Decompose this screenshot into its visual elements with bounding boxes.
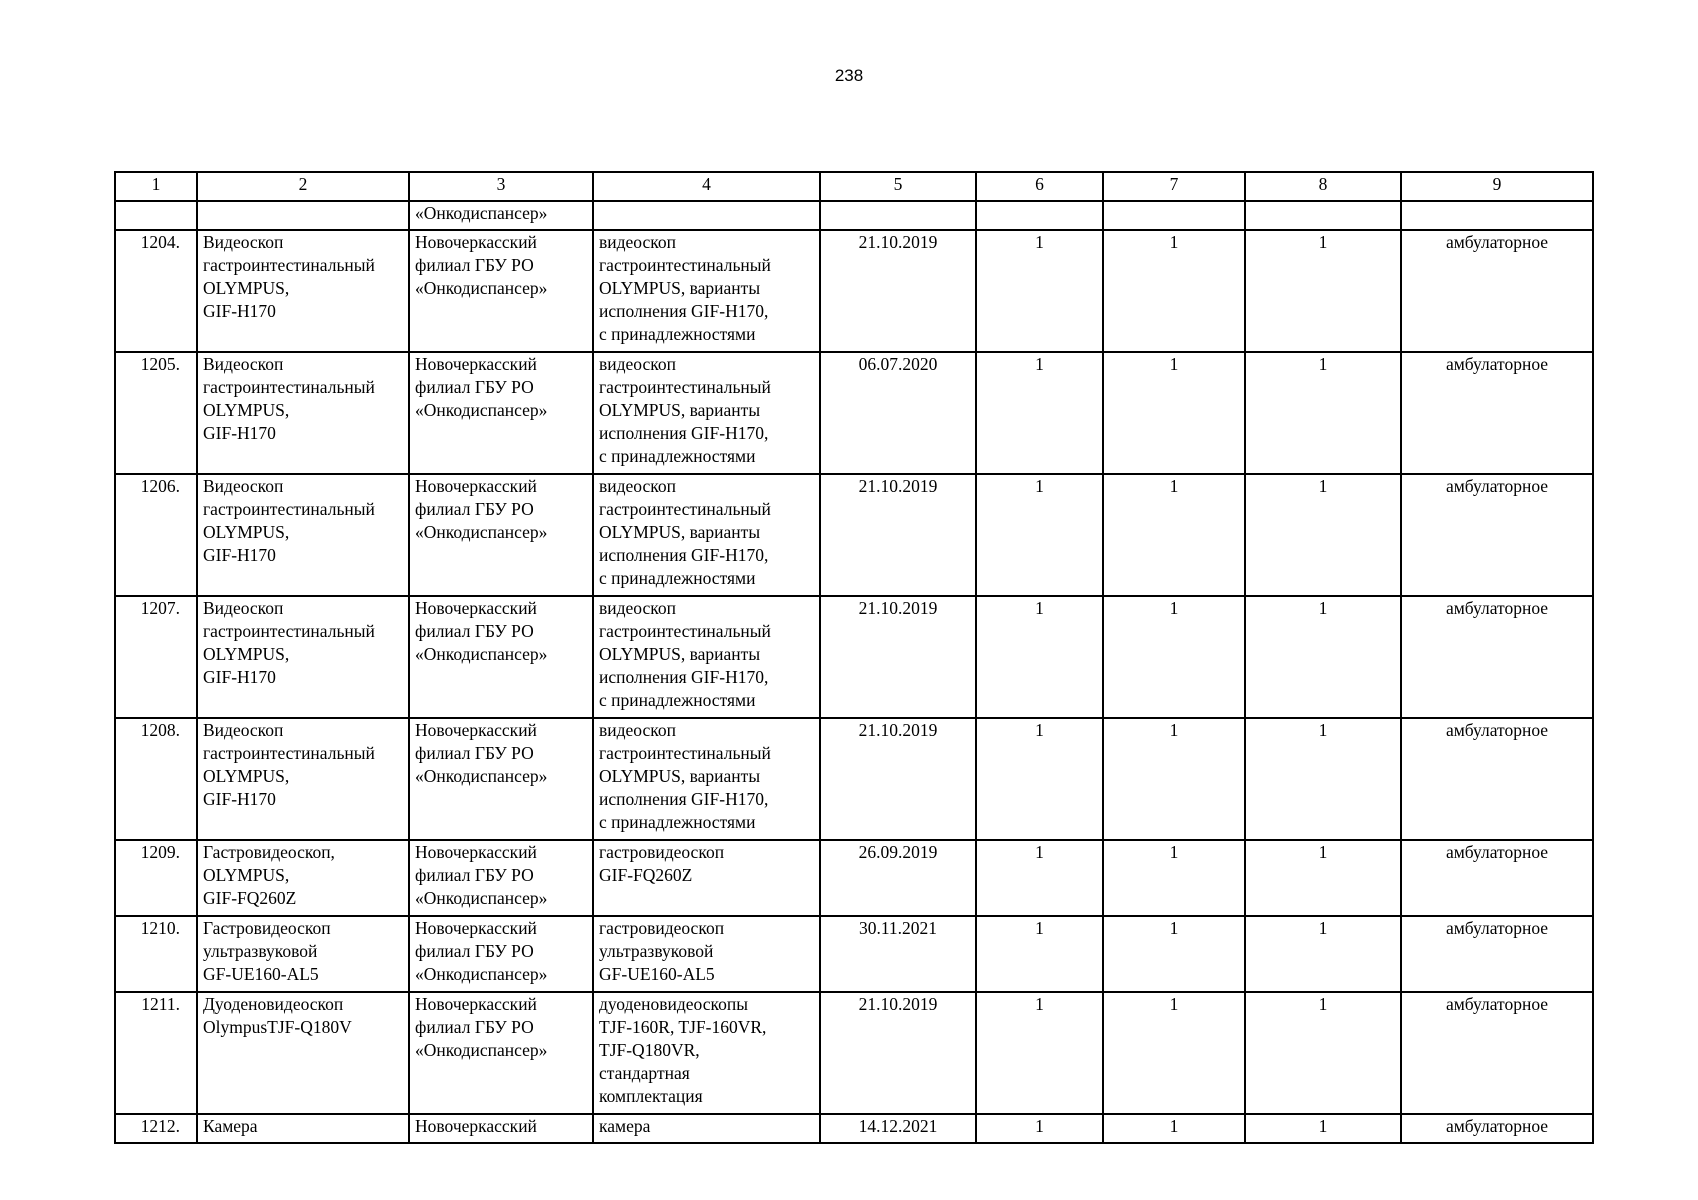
table-cell	[115, 201, 197, 230]
column-7-value: 1	[1103, 1114, 1245, 1143]
column-6-value: 1	[976, 840, 1103, 916]
table-cell	[197, 201, 409, 230]
column-number: 5	[820, 172, 976, 201]
column-8-value: 1	[1245, 230, 1401, 352]
organization: Новочеркасский филиал ГБУ РО «Онкодиспансер»	[409, 474, 593, 596]
column-7-value: 1	[1103, 916, 1245, 992]
commission-date: 21.10.2019	[820, 230, 976, 352]
column-8-value: 1	[1245, 840, 1401, 916]
column-8-value: 1	[1245, 916, 1401, 992]
column-7-value: 1	[1103, 352, 1245, 474]
equipment-name: Гастровидеоскоп, OLYMPUS, GIF-FQ260Z	[197, 840, 409, 916]
column-6-value: 1	[976, 596, 1103, 718]
table-row	[115, 840, 1593, 916]
column-6-value: 1	[976, 1114, 1103, 1143]
column-7-value: 1	[1103, 230, 1245, 352]
column-8-value: 1	[1245, 718, 1401, 840]
equipment-name: Камера	[197, 1114, 409, 1143]
equipment-description: видеоскоп гастроинтестинальный OLYMPUS, варианты исполнения GIF-H170, с принадлежностями	[593, 596, 820, 718]
column-number: 2	[197, 172, 409, 201]
table-row	[115, 474, 1593, 596]
row-number: 1210.	[115, 916, 197, 992]
column-7-value: 1	[1103, 474, 1245, 596]
column-6-value: 1	[976, 474, 1103, 596]
commission-date: 21.10.2019	[820, 992, 976, 1114]
care-type: амбулаторное	[1401, 992, 1593, 1114]
column-number-row	[115, 172, 1593, 201]
table-cell	[1401, 201, 1593, 230]
column-7-value: 1	[1103, 596, 1245, 718]
care-type: амбулаторное	[1401, 718, 1593, 840]
organization: Новочеркасский филиал ГБУ РО «Онкодиспансер»	[409, 352, 593, 474]
table-cell	[1245, 201, 1401, 230]
table-cell	[1103, 201, 1245, 230]
equipment-description: камера	[593, 1114, 820, 1143]
column-7-value: 1	[1103, 718, 1245, 840]
care-type: амбулаторное	[1401, 1114, 1593, 1143]
commission-date: 14.12.2021	[820, 1114, 976, 1143]
column-6-value: 1	[976, 230, 1103, 352]
column-number: 7	[1103, 172, 1245, 201]
commission-date: 21.10.2019	[820, 718, 976, 840]
equipment-name: Видеоскоп гастроинтестинальный OLYMPUS, GIF-H170	[197, 596, 409, 718]
column-8-value: 1	[1245, 352, 1401, 474]
care-type: амбулаторное	[1401, 596, 1593, 718]
organization: Новочеркасский филиал ГБУ РО «Онкодиспансер»	[409, 718, 593, 840]
table-cell	[593, 201, 820, 230]
commission-date: 26.09.2019	[820, 840, 976, 916]
equipment-name: Видеоскоп гастроинтестинальный OLYMPUS, GIF-H170	[197, 352, 409, 474]
equipment-description: видеоскоп гастроинтестинальный OLYMPUS, варианты исполнения GIF-H170, с принадлежностями	[593, 718, 820, 840]
care-type: амбулаторное	[1401, 352, 1593, 474]
column-7-value: 1	[1103, 992, 1245, 1114]
row-number: 1206.	[115, 474, 197, 596]
row-number: 1211.	[115, 992, 197, 1114]
column-6-value: 1	[976, 916, 1103, 992]
table-row	[115, 230, 1593, 352]
equipment-name: Видеоскоп гастроинтестинальный OLYMPUS, GIF-H170	[197, 474, 409, 596]
column-6-value: 1	[976, 352, 1103, 474]
equipment-description: видеоскоп гастроинтестинальный OLYMPUS, варианты исполнения GIF-H170, с принадлежностями	[593, 230, 820, 352]
equipment-name: Дуоденовидеоскоп OlympusTJF-Q180V	[197, 992, 409, 1114]
page-number: 238	[834, 66, 864, 85]
table-row	[115, 916, 1593, 992]
row-number: 1204.	[115, 230, 197, 352]
row-number: 1207.	[115, 596, 197, 718]
equipment-description: видеоскоп гастроинтестинальный OLYMPUS, варианты исполнения GIF-H170, с принадлежностями	[593, 474, 820, 596]
equipment-name: Видеоскоп гастроинтестинальный OLYMPUS, GIF-H170	[197, 230, 409, 352]
equipment-description: гастровидеоскоп ультразвуковой GF-UE160-AL5	[593, 916, 820, 992]
table-cell	[976, 201, 1103, 230]
equipment-name: Видеоскоп гастроинтестинальный OLYMPUS, GIF-H170	[197, 718, 409, 840]
table-row	[115, 352, 1593, 474]
column-8-value: 1	[1245, 474, 1401, 596]
organization: Новочеркасский филиал ГБУ РО «Онкодиспансер»	[409, 840, 593, 916]
column-6-value: 1	[976, 718, 1103, 840]
commission-date: 21.10.2019	[820, 474, 976, 596]
column-number: 6	[976, 172, 1103, 201]
commission-date: 06.07.2020	[820, 352, 976, 474]
continuation-row	[115, 201, 1593, 230]
care-type: амбулаторное	[1401, 474, 1593, 596]
equipment-description: гастровидеоскоп GIF-FQ260Z	[593, 840, 820, 916]
equipment-description: видеоскоп гастроинтестинальный OLYMPUS, варианты исполнения GIF-H170, с принадлежностями	[593, 352, 820, 474]
column-number: 1	[115, 172, 197, 201]
table-cell: «Онкодиспансер»	[409, 201, 593, 230]
column-8-value: 1	[1245, 1114, 1401, 1143]
equipment-name: Гастровидеоскоп ультразвуковой GF-UE160-AL5	[197, 916, 409, 992]
table-row	[115, 718, 1593, 840]
organization: Новочеркасский	[409, 1114, 593, 1143]
care-type: амбулаторное	[1401, 230, 1593, 352]
table-cell	[820, 201, 976, 230]
table-row	[115, 596, 1593, 718]
column-number: 9	[1401, 172, 1593, 201]
column-6-value: 1	[976, 992, 1103, 1114]
organization: Новочеркасский филиал ГБУ РО «Онкодиспансер»	[409, 916, 593, 992]
row-number: 1208.	[115, 718, 197, 840]
column-number: 3	[409, 172, 593, 201]
organization: Новочеркасский филиал ГБУ РО «Онкодиспансер»	[409, 596, 593, 718]
column-8-value: 1	[1245, 596, 1401, 718]
row-number: 1212.	[115, 1114, 197, 1143]
organization: Новочеркасский филиал ГБУ РО «Онкодиспансер»	[409, 230, 593, 352]
organization: Новочеркасский филиал ГБУ РО «Онкодиспансер»	[409, 992, 593, 1114]
table-row	[115, 992, 1593, 1114]
equipment-description: дуоденовидеоскопы TJF-160R, TJF-160VR, TJF-Q180VR, стандартная комплектация	[593, 992, 820, 1114]
row-number: 1209.	[115, 840, 197, 916]
care-type: амбулаторное	[1401, 840, 1593, 916]
commission-date: 21.10.2019	[820, 596, 976, 718]
table-row	[115, 1114, 1593, 1143]
equipment-table	[114, 171, 1594, 1144]
column-8-value: 1	[1245, 992, 1401, 1114]
column-number: 8	[1245, 172, 1401, 201]
column-7-value: 1	[1103, 840, 1245, 916]
column-number: 4	[593, 172, 820, 201]
care-type: амбулаторное	[1401, 916, 1593, 992]
row-number: 1205.	[115, 352, 197, 474]
commission-date: 30.11.2021	[820, 916, 976, 992]
